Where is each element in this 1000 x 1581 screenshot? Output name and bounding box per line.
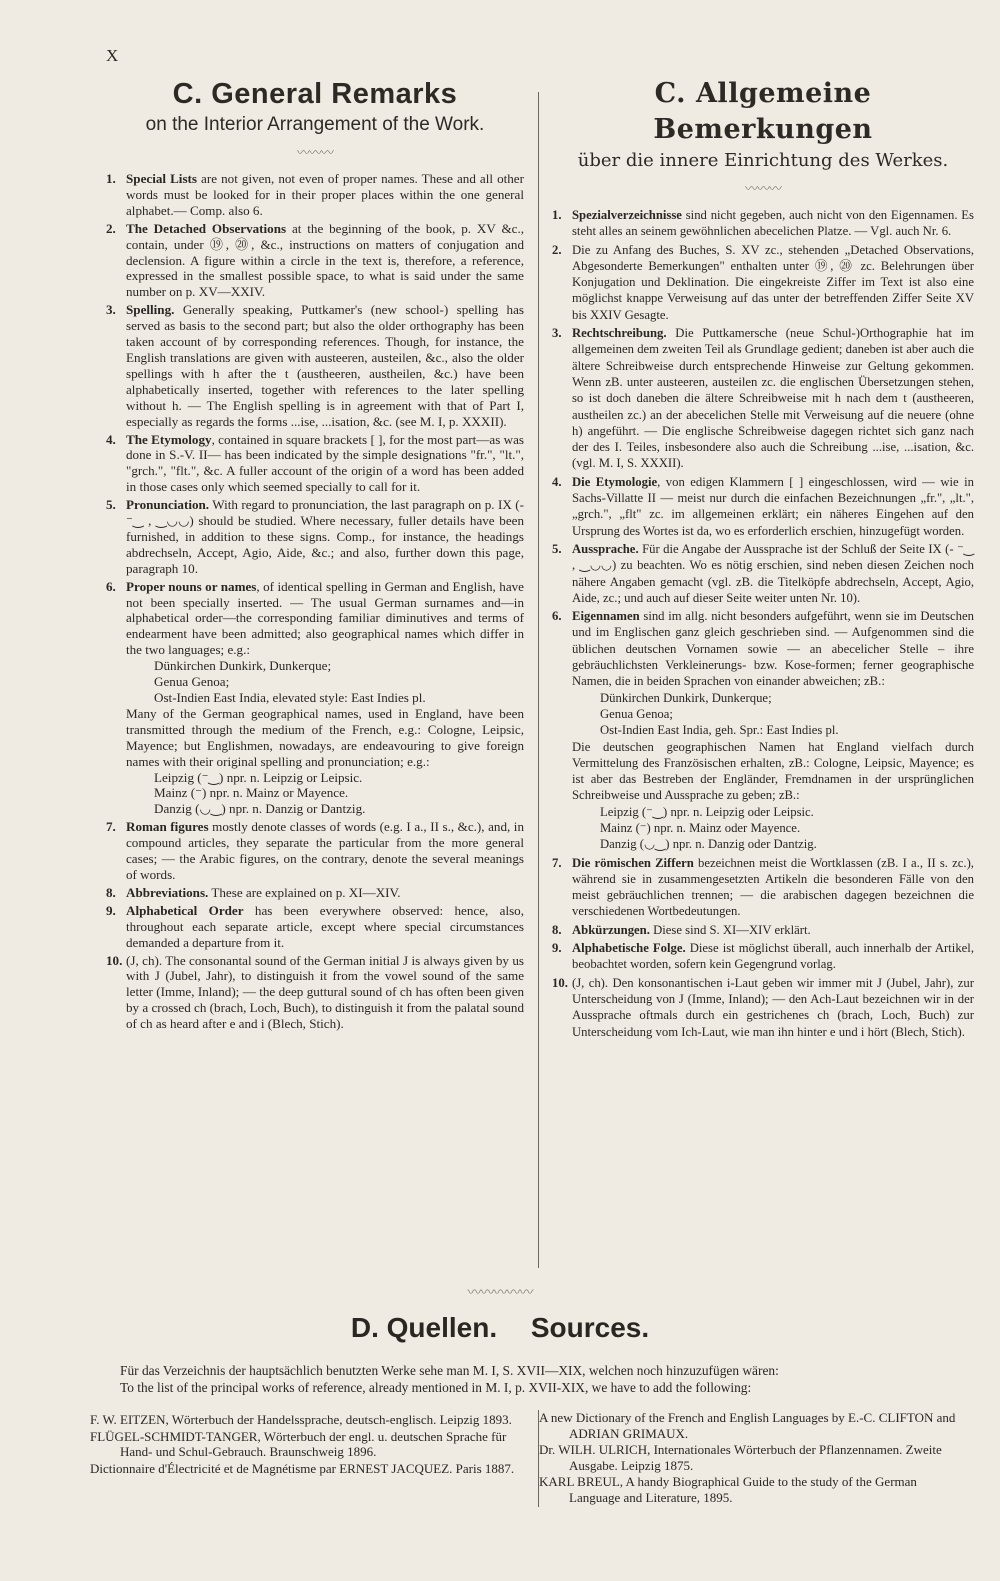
remark-heading: Abbreviations. xyxy=(126,884,209,900)
sources-intro-de: Für das Verzeichnis der hauptsächlich benutzten Werke sehe man M. I, S. XVII—XIX, welchen noch hinzuzufügen wären: xyxy=(120,1363,779,1378)
remark-item xyxy=(552,242,974,323)
remark-item xyxy=(552,541,974,606)
source-entry: A new Dictionary of the French and English Languages by E.-C. CLIFTON and ADRIAN GRIMAUX. xyxy=(539,1410,956,1441)
remark-number: 2. xyxy=(106,220,116,236)
sources-left-list xyxy=(90,1412,520,1477)
remark-heading: Rechtschreibung. xyxy=(572,326,667,341)
example-line: Danzig (◡‿) npr. n. Danzig oder Dantzig. xyxy=(600,837,817,852)
remark-number: 6. xyxy=(106,578,116,594)
remark-text: Diese ist möglichst überall, auch innerhalb der Artikel, beobachtet worden, sofern kein Gegengrund vorlag. xyxy=(572,941,974,972)
remark-item xyxy=(552,940,974,973)
remark-continuation: Many of the German geographical names, used in England, have been transmitted through the medium of the French, e.g.: Cologne, Leipsic, Mayence; but Englishmen, nowadays, are endeavouring to give foreign names with their original spelling and pronunciation; e.g.: xyxy=(126,705,524,769)
example-line: Ost-Indien East India, elevated style: East Indies pl. xyxy=(154,690,426,705)
remark-heading: Special Lists xyxy=(126,171,197,186)
example-line: Ost-Indien East India, geh. Spr.: East Indies pl. xyxy=(600,723,839,738)
right-column xyxy=(552,76,974,1042)
remark-item xyxy=(552,325,974,472)
remark-item xyxy=(552,474,974,539)
remark-item xyxy=(106,953,524,1033)
column-divider xyxy=(538,92,539,1268)
remark-text: Die Puttkamersche (neue Schul-)Orthographie hat im allgemeinen dem zweiten Teil als Grundlage gedient; daneben ist aber auch die ältere Schreibweise durch entsprechende Hinweise zur Geltung gekommen. Wenn zB. unter austeeren, austeilen zc. die englischen Übersetzungen stehen, so ist doch daneben die ältere Schreibweise mit h nach dem t (austheeren, austheilen zc.) an der abecelichen Stelle mit Verweisung auf die neuere (ohne h) angeführt. — Die englische Schreibweise dagegen richtet sich ganz nach der des I. Teiles, insbesondere also auch die Schreibung ...ise, ...isation, &c. (vgl. M. I, S. XXXII). xyxy=(572,326,974,471)
remark-item xyxy=(106,903,524,951)
sources-title-de: D. Quellen. xyxy=(350,1312,498,1343)
remark-text: has been everywhere observed: hence, also, throughout each separate article, except where special circumstances demanded a departure from it. xyxy=(126,902,525,950)
remark-heading: Alphabetische Folge. xyxy=(572,941,686,956)
left-flourish: 〰〰〰 xyxy=(296,145,333,160)
left-column-title: C. General Remarks xyxy=(172,78,458,110)
remark-number: 9. xyxy=(552,941,562,956)
sources-flourish: 〰〰〰〰〰 xyxy=(467,1286,533,1301)
remark-text: , contained in square brackets [ ], for the most part—as was done in S.-V. II— has been indicated by the simple designations "fr.", "lt.", "grch.", "flt.", &c. A fuller account of the origin of a word has been added in those cases only which seemed specially to call for it. xyxy=(126,431,524,495)
remark-number: 3. xyxy=(106,302,116,318)
remark-heading: Abkürzungen. xyxy=(572,922,650,937)
remark-heading: Spezialverzeichnisse xyxy=(572,208,682,222)
remark-number: 2. xyxy=(552,242,562,257)
remark-text: (J, ch). The consonantal sound of the German initial J is always given by us with J (Jubel, Jahr), to distinguish it from the vowel sound of the same letter (Imme, Inland); — the deep guttural sound of ch has often been given by a crossed ch (brach, Loch, Buch), to distinguish it from the palatal sound of ch as heard after e and i (Blech, Stich). xyxy=(126,952,524,1032)
sources-right-list xyxy=(538,1410,971,1507)
remark-heading: Pronunciation. xyxy=(126,497,210,513)
remark-text: Für die Angabe der Aussprache ist der Schluß der Seite IX (‐ ⁻‿ , ‿◡◡) zu beachten. Wo es nötig erschien, sind neben diesen Zeichen noch nähere Angaben gemacht (vgl. zB. die Titelköpfe abdrechseln, Accept, Agio, Aide, zc.; und auch auf dieser Seite weiter unten Nr. 10). xyxy=(572,541,974,605)
remark-item xyxy=(552,608,974,852)
remark-item xyxy=(552,207,974,240)
left-remarks-list xyxy=(106,171,524,1032)
remark-text: (J, ch). Den konsonantischen i-Laut geben wir immer mit J (Jubel, Jahr), zur Unterscheidung von J (Imme, Inland); — den Ach-Laut bezeichnen wir in der Aussprache oftmals durch ein gestrichenes ch (brach, Loch, Buch) zur Unterscheidung vom Ich-Laut, wie man ihn hinter e und i hört (Blech, Stich). xyxy=(572,975,974,1039)
remark-heading: The Detached Observations xyxy=(126,220,287,236)
remark-item xyxy=(106,819,524,883)
remark-item xyxy=(106,171,524,219)
right-remarks-list xyxy=(552,207,974,1040)
remark-item xyxy=(552,975,974,1040)
remark-heading: Die Etymologie xyxy=(572,474,658,489)
remark-heading: Spelling. xyxy=(126,302,175,318)
remark-heading: Proper nouns or names xyxy=(126,578,257,594)
source-entry: Dictionnaire d'Électricité et de Magnétisme par ERNEST JACQUEZ. Paris 1887. xyxy=(90,1460,515,1476)
remark-number: 9. xyxy=(106,902,116,918)
example-line: Genua Genoa; xyxy=(154,674,230,690)
remark-number: 5. xyxy=(552,541,562,556)
example-line: Dünkirchen Dunkirk, Dunkerque; xyxy=(600,690,772,705)
remark-text: These are explained on p. XI—XIV. xyxy=(208,884,401,900)
remark-number: 1. xyxy=(552,208,562,222)
remark-heading: The Etymology xyxy=(126,431,212,447)
remark-number: 6. xyxy=(552,609,562,624)
remark-continuation: Die deutschen geographischen Namen hat England vielfach durch Vermittelung des Französischen erhalten, zB.: Cologne, Leipsic, Mayence; es ist aber das Bestreben der Engländer, Fremdnamen in der ursprünglichen Schreibweise und Aussprache zu geben; zB.: xyxy=(572,739,974,803)
remark-number: 10. xyxy=(106,952,123,968)
remark-text: sind im allg. nicht besonders aufgeführt, wenn sie im Deutschen und im Englischen ganz gleich geschrieben sind. — Aufgenommen sind die üblichen deutschen Vornamen sowie — an abecelicher Stelle – ihre gebräuchlichsten Verkleinerungs- bzw. Kose-formen; ferner geographische Namen, die in beiden Sprachen von einander abweichen; zB.: xyxy=(572,609,974,689)
left-column-subtitle: on the Interior Arrangement of the Work. xyxy=(145,114,485,135)
right-column-subtitle: über die innere Einrichtung des Werkes. xyxy=(577,150,949,171)
remark-item xyxy=(106,885,524,901)
remark-number: 7. xyxy=(552,855,562,870)
sources-title xyxy=(0,1312,1000,1344)
example-line: Mainz (⁻) npr. n. Mainz oder Mayence. xyxy=(600,820,801,835)
remark-number: 4. xyxy=(552,474,562,489)
remark-number: 8. xyxy=(106,884,116,900)
remark-heading: Aussprache. xyxy=(572,541,639,556)
remark-text: at the beginning of the book, p. XV &c., contain, under ⑲, ⑳, &c., instructions on matters of conjugation and declension. A figure within a circle in the text is, therefore, a reference, expressed in the smallest possible space, to what is said under the same number on p. XV—XXIV. xyxy=(126,220,524,300)
remark-text: Diese sind S. XI—XIV erklärt. xyxy=(649,922,811,937)
remark-text: are not given, not even of proper names. These and all other words must be looked for in their proper places within the one general alphabet.— Comp. also 6. xyxy=(126,171,524,218)
remark-number: 4. xyxy=(106,431,116,447)
remark-text: Generally speaking, Puttkamer's (new school-) spelling has served as basis to the second part; but also the older orthography has been taken account of by corresponding references. Though, for instance, the English translations are given with austeeren, austeilen, &c., also the older spellings with h after the t (austheeren, austheilen, &c.) have been alphabetically inserted, together with references to the later spelling without h. — The English spelling is in agreement with that of Part I, especially as regards the forms ...ise, ...isation, &c. (see M. I, p. XXXII). xyxy=(126,302,524,429)
remark-item xyxy=(106,221,524,301)
remark-heading: Die römischen Ziffern xyxy=(572,855,694,870)
remark-text: sind nicht gegeben, auch nicht von den Eigennamen. Es steht alles an seinem gewöhnlichen abecelichen Platze. — Vgl. auch Nr. 6. xyxy=(572,208,974,239)
source-entry: FLÜGEL-SCHMIDT-TANGER, Wörterbuch der engl. u. deutschen Sprache für Hand- und Schul-Gebrauch. Braunschweig 1896. xyxy=(90,1428,507,1460)
remark-text: bezeichnen meist die Wortklassen (zB. I a., II s. zc.), während sie in zusammengesetzten Artikeln die besonderen Fälle von den meist gebräuchlichen trennen; — die arabischen dagegen bezeichnen die verschiedenen Wortbedeutungen. xyxy=(572,855,974,919)
remark-number: 3. xyxy=(552,326,562,341)
page-number: X xyxy=(106,46,119,65)
remark-text: , of identical spelling in German and English, have not been specially inserted. — The usual German surnames and—in alphabetical order—the corresponding familiar diminutives and terms of endearment have been admitted; also geographical names which differ in the two languages; e.g.: xyxy=(126,578,524,658)
remark-item xyxy=(552,855,974,920)
remark-text: , von edigen Klammern [ ] eingeschlossen, wird — wie in Sachs-Villatte II — meist nur durch die einfachen Bezeichnungen „fr.", „lt.", „grch.", „flt" zc. im allgemeinen erklärt; ein näheres Eingehen auf den Ursprung des Wortes ist da, wo es erforderlich erschien, hinzugefügt worden. xyxy=(572,474,974,538)
right-column-title: C. Allgemeine Bemerkungen xyxy=(653,78,873,145)
remark-heading: Eigennamen xyxy=(572,609,640,624)
example-line: Danzig (◡‿) npr. n. Danzig or Dantzig. xyxy=(154,801,366,817)
remark-heading: Roman figures xyxy=(126,819,209,835)
source-entry: Dr. WILH. ULRICH, Internationales Wörterbuch der Pflanzennamen. Zweite Ausgabe. Leipzig 1875. xyxy=(539,1442,942,1473)
remark-item xyxy=(106,579,524,818)
sources-intro-en: To the list of the principal works of reference, already mentioned in M. I, p. XVII-XIX, we have to add the following: xyxy=(120,1380,752,1395)
sources-intro xyxy=(120,1362,970,1396)
remark-number: 10. xyxy=(552,975,568,990)
remark-text: With regard to pronunciation, the last paragraph on p. IX (‐ ⁻‿ , ‿◡◡) should be studied. Where necessary, fuller details have been furnished, in addition to these signs. Comp., for instance, the headings abdrechseln, Accept, Agio, Aide, &c.; and also, further down this page, paragraph 10. xyxy=(126,497,524,576)
remark-item xyxy=(106,497,524,577)
example-line: Mainz (⁻) npr. n. Mainz or Mayence. xyxy=(154,785,349,801)
left-column xyxy=(106,76,524,1034)
remark-item xyxy=(106,432,524,496)
remark-number: 7. xyxy=(106,819,116,835)
remark-item xyxy=(552,922,974,938)
remark-number: 1. xyxy=(106,171,116,186)
right-flourish: 〰〰〰 xyxy=(744,181,781,196)
example-line: Leipzig (⁻‿) npr. n. Leipzig or Leipsic. xyxy=(154,769,363,785)
example-line: Leipzig (⁻‿) npr. n. Leipzig oder Leipsic. xyxy=(600,804,814,819)
example-line: Genua Genoa; xyxy=(600,706,673,721)
remark-heading: Alphabetical Order xyxy=(126,902,244,918)
remark-text: mostly denote classes of words (e.g. I a., II s., &c.), and, in compound articles, they separate the particular from the more general cases; — the Arabic figures, on the contrary, denote the several meanings of words. xyxy=(126,819,524,882)
remark-number: 8. xyxy=(552,922,562,937)
example-line: Dünkirchen Dunkirk, Dunkerque; xyxy=(154,658,332,674)
remark-text: Die zu Anfang des Buches, S. XV zc., stehenden „Detached Observations, Abgesonderte Bemerkungen" enthalten unter ⑲, ⑳ zc. Belehrungen über Konjugation und Deklination. Die eingekreiste Ziffer im Text ist also eine möglichst knappe Verweisung auf das unter der betreffenden Ziffer Seite XV bis XXIV Gesagte. xyxy=(572,242,974,322)
sources-title-en: Sources. xyxy=(530,1312,650,1343)
remark-item xyxy=(106,302,524,429)
remark-number: 5. xyxy=(106,497,116,513)
source-entry: F. W. EITZEN, Wörterbuch der Handelssprache, deutsch-englisch. Leipzig 1893. xyxy=(90,1412,512,1427)
source-entry: KARL BREUL, A handy Biographical Guide to the study of the German Language and Literature, 1895. xyxy=(539,1474,917,1505)
